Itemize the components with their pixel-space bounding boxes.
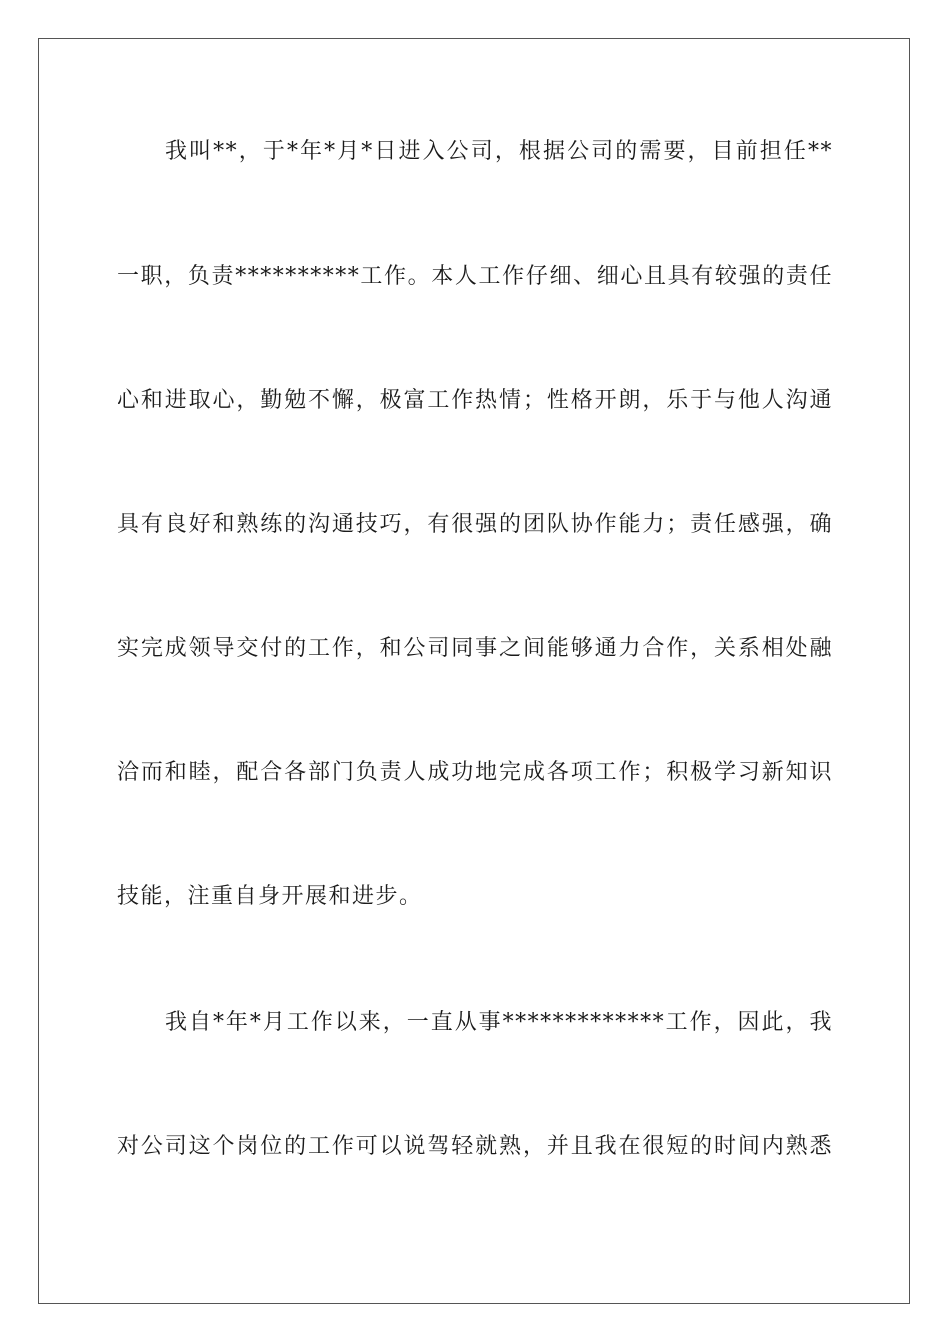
paragraph-line: 对公司这个岗位的工作可以说驾轻就熟，并且我在很短的时间内熟悉	[117, 1134, 833, 1159]
paragraph-line: 技能，注重自身开展和进步。	[117, 884, 423, 909]
paragraph-line: 我自*年*月工作以来，一直从事*************工作，因此，我	[165, 1010, 833, 1035]
paragraph-line: 实完成领导交付的工作，和公司同事之间能够通力合作，关系相处融	[117, 636, 833, 661]
paragraph-line: 一职，负责**********工作。本人工作仔细、细心且具有较强的责任	[117, 264, 833, 289]
paragraph-line: 心和进取心，勤勉不懈，极富工作热情；性格开朗，乐于与他人沟通	[117, 388, 833, 413]
paragraph-line: 我叫**，于*年*月*日进入公司，根据公司的需要，目前担任**	[165, 139, 833, 164]
page-border	[38, 38, 910, 1304]
paragraph-line: 具有良好和熟练的沟通技巧，有很强的团队协作能力；责任感强，确	[117, 512, 833, 537]
paragraph-line: 洽而和睦，配合各部门负责人成功地完成各项工作；积极学习新知识	[117, 760, 833, 785]
